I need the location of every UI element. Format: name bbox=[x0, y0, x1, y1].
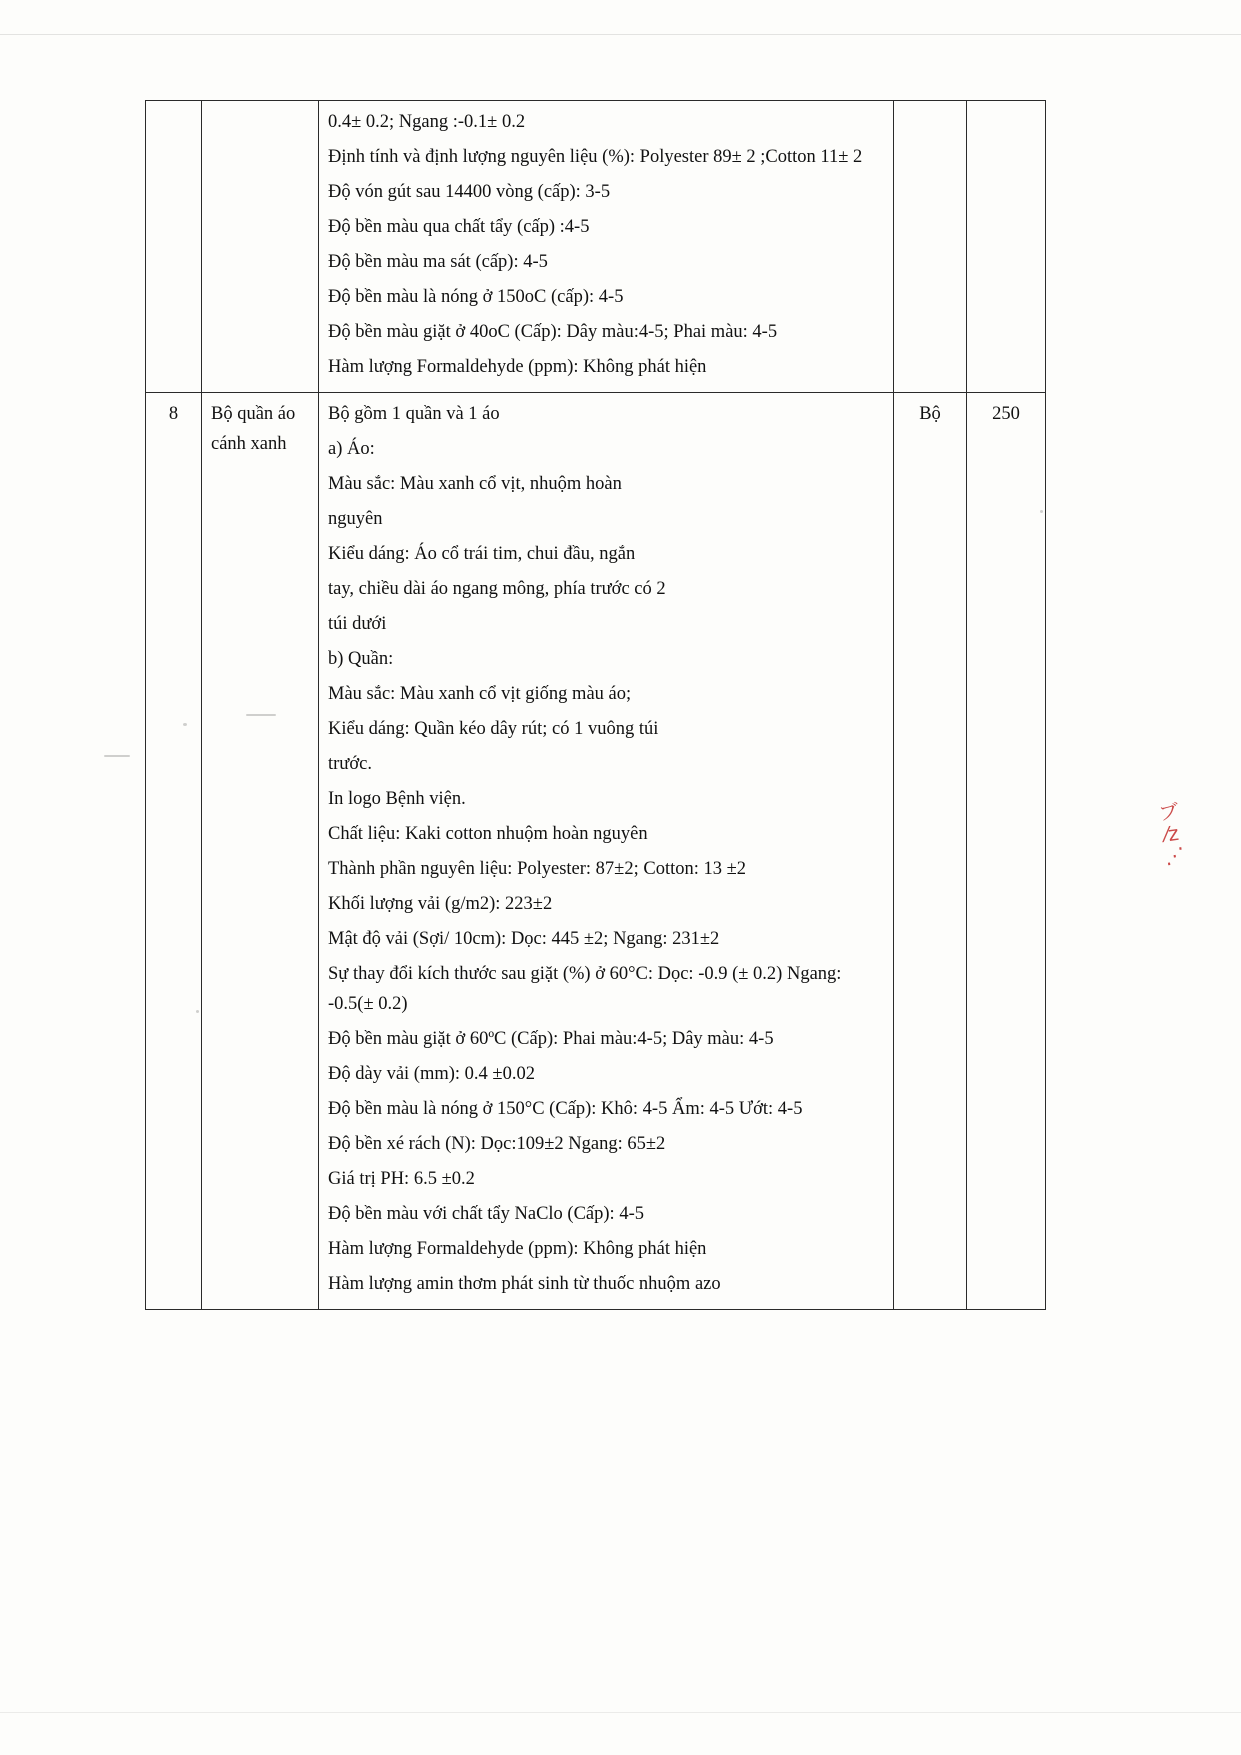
spec-line: Kiểu dáng: Áo cổ trái tim, chui đầu, ngắn bbox=[328, 544, 636, 564]
table-row bbox=[146, 393, 1046, 1310]
scan-artifact-top-line bbox=[0, 34, 1241, 35]
spec-line: Độ bền màu giặt ở 40oC (Cấp): Dây màu:4-5; Phai màu: 4-5 bbox=[328, 322, 778, 342]
scan-speck bbox=[104, 755, 130, 757]
spec-line: Độ bền xé rách (N): Dọc:109±2 Ngang: 65±2 bbox=[328, 1134, 666, 1154]
spec-line: a) Áo: bbox=[328, 439, 375, 459]
spec-line: b) Quần: bbox=[328, 649, 394, 669]
spec-line: nguyên bbox=[328, 509, 383, 529]
spec-line: túi dưới bbox=[328, 614, 387, 634]
spec-line: Giá trị PH: 6.5 ±0.2 bbox=[328, 1169, 475, 1189]
cell-item-name: Bộ quần áo cánh xanh bbox=[202, 393, 319, 1310]
spec-line: Sự thay đổi kích thước sau giặt (%) ở 60°C: Dọc: -0.9 (± 0.2) Ngang: -0.5(± 0.2) bbox=[328, 964, 842, 1014]
spec-line: In logo Bệnh viện. bbox=[328, 789, 466, 809]
spec-line: Mật độ vải (Sợi/ 10cm): Dọc: 445 ±2; Ngang: 231±2 bbox=[328, 929, 720, 949]
cell-stt: 8 bbox=[146, 393, 202, 1310]
spec-line: Màu sắc: Màu xanh cổ vịt giống màu áo; bbox=[328, 684, 632, 704]
spec-line: Độ dày vải (mm): 0.4 ±0.02 bbox=[328, 1064, 535, 1084]
spec-line: Kiểu dáng: Quần kéo dây rút; có 1 vuông túi bbox=[328, 719, 659, 739]
specification-table bbox=[145, 100, 1046, 1310]
scan-artifact-bottom-line bbox=[0, 1712, 1241, 1713]
spec-line: Khối lượng vải (g/m2): 223±2 bbox=[328, 894, 553, 914]
cell-specification bbox=[319, 101, 894, 393]
spec-line: Độ vón gút sau 14400 vòng (cấp): 3-5 bbox=[328, 182, 611, 202]
spec-line: trước. bbox=[328, 754, 372, 774]
cell-quantity: 250 bbox=[967, 393, 1046, 1310]
spec-line: Độ bền màu là nóng ở 150oC (cấp): 4-5 bbox=[328, 287, 624, 307]
spec-line: Hàm lượng Formaldehyde (ppm): Không phát hiện bbox=[328, 357, 707, 377]
spec-line: Chất liệu: Kaki cotton nhuộm hoàn nguyên bbox=[328, 824, 648, 844]
spec-line: Độ bền màu qua chất tẩy (cấp) :4-5 bbox=[328, 217, 590, 237]
spec-line: Màu sắc: Màu xanh cổ vịt, nhuộm hoàn bbox=[328, 474, 622, 494]
spec-line: Hàm lượng Formaldehyde (ppm): Không phát hiện bbox=[328, 1239, 707, 1259]
spec-line: Bộ gồm 1 quần và 1 áo bbox=[328, 404, 500, 424]
spec-line: tay, chiều dài áo ngang mông, phía trước có 2 bbox=[328, 579, 666, 599]
cell-quantity bbox=[967, 101, 1046, 393]
spec-line: Độ bền màu giặt ở 60ºC (Cấp): Phai màu:4-5; Dây màu: 4-5 bbox=[328, 1029, 774, 1049]
spec-line: Thành phần nguyên liệu: Polyester: 87±2; Cotton: 13 ±2 bbox=[328, 859, 747, 879]
spec-line: 0.4± 0.2; Ngang :-0.1± 0.2 bbox=[328, 112, 526, 132]
spec-line: Độ bền màu với chất tẩy NaClo (Cấp): 4-5 bbox=[328, 1204, 644, 1224]
spec-line: Độ bền màu ma sát (cấp): 4-5 bbox=[328, 252, 548, 272]
cell-unit: Bộ bbox=[894, 393, 967, 1310]
spec-line: Độ bền màu là nóng ở 150°C (Cấp): Khô: 4-5 Ẩm: 4-5 Ướt: 4-5 bbox=[328, 1099, 803, 1119]
table-row bbox=[146, 101, 1046, 393]
cell-stt bbox=[146, 101, 202, 393]
cell-specification bbox=[319, 393, 894, 1310]
cell-item-name bbox=[202, 101, 319, 393]
red-signature-mark: ブ ⁄z ⋰ bbox=[1157, 798, 1187, 869]
spec-line: Định tính và định lượng nguyên liệu (%): Polyester 89± 2 ;Cotton 11± 2 bbox=[328, 147, 863, 167]
spec-line: Hàm lượng amin thơm phát sinh từ thuốc nhuộm azo bbox=[328, 1274, 721, 1294]
cell-unit bbox=[894, 101, 967, 393]
